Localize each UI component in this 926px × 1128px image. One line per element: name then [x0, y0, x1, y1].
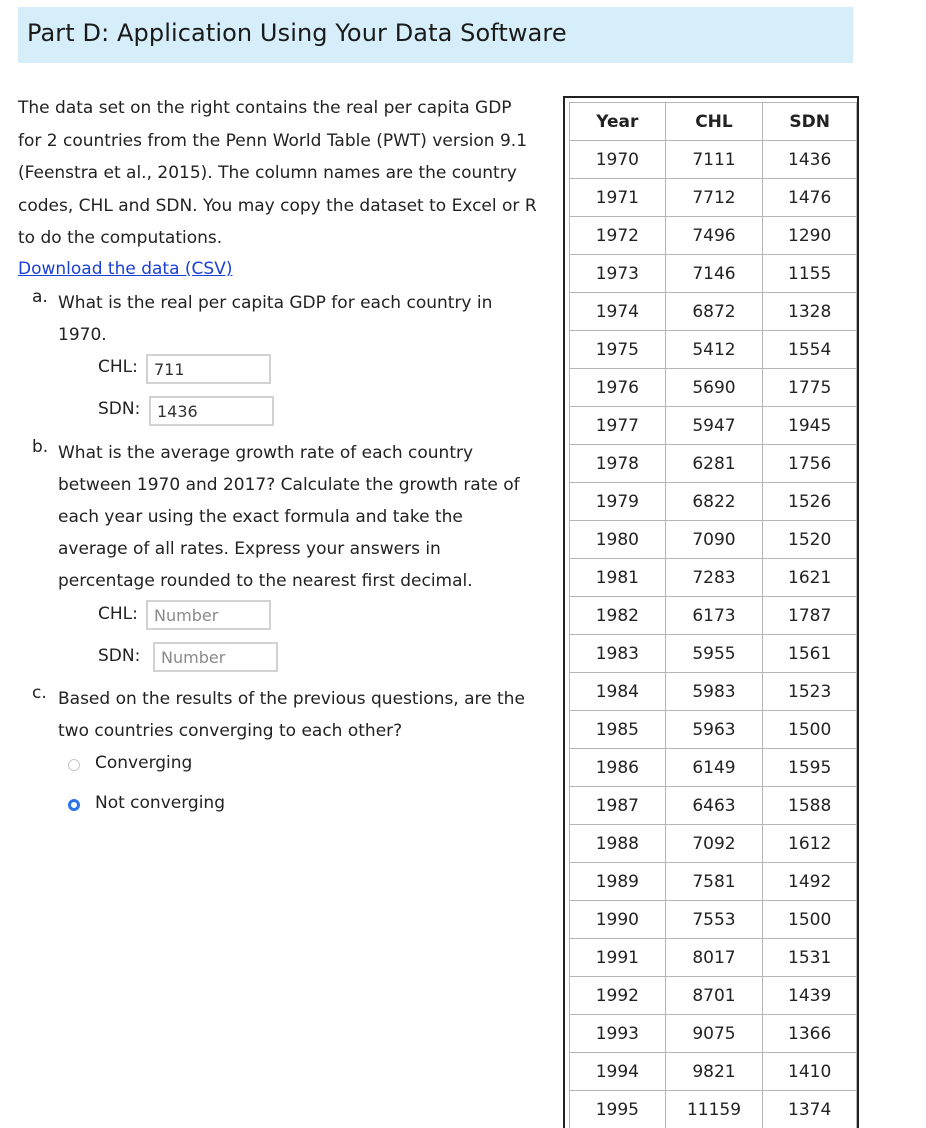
question-a-chl-input[interactable]: [146, 354, 271, 384]
sdn-cell: 1500: [763, 711, 857, 749]
chl-cell: 5690: [665, 369, 763, 407]
chl-cell: 6872: [665, 293, 763, 331]
question-b-sdn-input[interactable]: [153, 642, 278, 672]
sdn-cell: 1500: [763, 901, 857, 939]
year-cell: 1991: [570, 939, 666, 977]
table-row: [570, 369, 857, 407]
question-b-marker: b.: [32, 437, 49, 457]
sdn-cell: 1561: [763, 635, 857, 673]
chl-cell: 6463: [665, 787, 763, 825]
chl-cell: 5963: [665, 711, 763, 749]
chl-cell: 9075: [665, 1015, 763, 1053]
sdn-cell: 1621: [763, 559, 857, 597]
year-cell: 1988: [570, 825, 666, 863]
question-a-marker: a.: [32, 287, 48, 307]
table-row: [570, 1015, 857, 1053]
year-cell: 1990: [570, 901, 666, 939]
year-cell: 1994: [570, 1053, 666, 1091]
chl-cell: 8017: [665, 939, 763, 977]
table-row: [570, 939, 857, 977]
chl-cell: 7090: [665, 521, 763, 559]
sdn-cell: 1492: [763, 863, 857, 901]
sdn-cell: 1328: [763, 293, 857, 331]
sdn-cell: 1366: [763, 1015, 857, 1053]
sdn-cell: 1531: [763, 939, 857, 977]
table-row: [570, 255, 857, 293]
sdn-cell: 1775: [763, 369, 857, 407]
table-row: [570, 217, 857, 255]
sdn-cell: 1476: [763, 179, 857, 217]
table-row: [570, 711, 857, 749]
chl-cell: 7111: [665, 141, 763, 179]
year-cell: 1974: [570, 293, 666, 331]
data-table-container: [563, 96, 859, 1128]
chl-cell: 5412: [665, 331, 763, 369]
sdn-cell: 1787: [763, 597, 857, 635]
question-c-text: Based on the results of the previous questions, are the two countries converging to each other?: [58, 689, 525, 741]
sdn-cell: 1410: [763, 1053, 857, 1091]
chl-cell: 8701: [665, 977, 763, 1015]
chl-cell: 7283: [665, 559, 763, 597]
table-row: [570, 559, 857, 597]
question-a-chl-label: CHL:: [98, 357, 138, 377]
year-cell: 1975: [570, 331, 666, 369]
section-header: [18, 7, 853, 63]
sdn-cell: 1290: [763, 217, 857, 255]
column-header-chl: CHL: [665, 103, 763, 141]
table-row: [570, 863, 857, 901]
table-row: [570, 293, 857, 331]
chl-cell: 7553: [665, 901, 763, 939]
chl-cell: 11159: [665, 1091, 763, 1128]
question-a-text: What is the real per capita GDP for each country in 1970.: [58, 293, 493, 345]
sdn-cell: 1588: [763, 787, 857, 825]
chl-cell: 7581: [665, 863, 763, 901]
table-body: [570, 141, 857, 1128]
chl-cell: 5955: [665, 635, 763, 673]
year-cell: 1989: [570, 863, 666, 901]
table-row: [570, 445, 857, 483]
chl-cell: 9821: [665, 1053, 763, 1091]
chl-cell: 6822: [665, 483, 763, 521]
table-header-row: [570, 103, 857, 141]
sdn-cell: 1439: [763, 977, 857, 1015]
table-row: [570, 179, 857, 217]
table-row: [570, 901, 857, 939]
year-cell: 1983: [570, 635, 666, 673]
chl-cell: 7712: [665, 179, 763, 217]
table-row: [570, 635, 857, 673]
year-cell: 1981: [570, 559, 666, 597]
table-row: [570, 141, 857, 179]
table-row: [570, 331, 857, 369]
question-b-chl-label: CHL:: [98, 604, 138, 624]
year-cell: 1978: [570, 445, 666, 483]
sdn-cell: 1523: [763, 673, 857, 711]
sdn-cell: 1945: [763, 407, 857, 445]
question-b-text: What is the average growth rate of each country between 1970 and 2017? Calculate the growth rate of each year using the exact formula and take the average of all rates. Express your answers in percentage rounded to the nearest first decimal.: [58, 443, 520, 591]
not-converging-radio[interactable]: [68, 799, 80, 811]
sdn-cell: 1554: [763, 331, 857, 369]
chl-cell: 6281: [665, 445, 763, 483]
gdp-data-table: [569, 102, 857, 1128]
sdn-cell: 1155: [763, 255, 857, 293]
chl-cell: 5947: [665, 407, 763, 445]
table-row: [570, 749, 857, 787]
question-a-sdn-label: SDN:: [98, 399, 141, 419]
table-row: [570, 407, 857, 445]
sdn-cell: 1374: [763, 1091, 857, 1128]
chl-cell: 5983: [665, 673, 763, 711]
sdn-cell: 1595: [763, 749, 857, 787]
year-cell: 1972: [570, 217, 666, 255]
question-a-sdn-input[interactable]: [149, 396, 274, 426]
year-cell: 1992: [570, 977, 666, 1015]
question-b-sdn-label: SDN:: [98, 646, 141, 666]
year-cell: 1984: [570, 673, 666, 711]
question-b-chl-input[interactable]: [146, 600, 271, 630]
year-cell: 1982: [570, 597, 666, 635]
sdn-cell: 1520: [763, 521, 857, 559]
column-header-year: Year: [570, 103, 666, 141]
year-cell: 1986: [570, 749, 666, 787]
page-title: Part D: Application Using Your Data Software: [27, 19, 567, 47]
year-cell: 1977: [570, 407, 666, 445]
chl-cell: 6149: [665, 749, 763, 787]
sdn-cell: 1756: [763, 445, 857, 483]
sdn-cell: 1526: [763, 483, 857, 521]
column-header-sdn: SDN: [763, 103, 857, 141]
table-row: [570, 521, 857, 559]
year-cell: 1973: [570, 255, 666, 293]
year-cell: 1985: [570, 711, 666, 749]
year-cell: 1993: [570, 1015, 666, 1053]
sdn-cell: 1612: [763, 825, 857, 863]
table-row: [570, 483, 857, 521]
year-cell: 1979: [570, 483, 666, 521]
question-c-marker: c.: [32, 683, 47, 703]
year-cell: 1976: [570, 369, 666, 407]
intro-paragraph: The data set on the right contains the real per capita GDP for 2 countries from the Penn World Table (PWT) version 9.1 (Feenstra et al., 2015). The column names are the country codes, CHL and SDN. You may copy the dataset to Excel or R to do the computations.: [18, 98, 537, 248]
table-row: [570, 1053, 857, 1091]
year-cell: 1971: [570, 179, 666, 217]
chl-cell: 6173: [665, 597, 763, 635]
chl-cell: 7092: [665, 825, 763, 863]
table-row: [570, 825, 857, 863]
table-row: [570, 1091, 857, 1128]
table-row: [570, 977, 857, 1015]
year-cell: 1970: [570, 141, 666, 179]
year-cell: 1995: [570, 1091, 666, 1128]
table-row: [570, 673, 857, 711]
converging-radio[interactable]: [68, 759, 80, 771]
year-cell: 1980: [570, 521, 666, 559]
chl-cell: 7146: [665, 255, 763, 293]
chl-cell: 7496: [665, 217, 763, 255]
converging-label[interactable]: Converging: [95, 753, 193, 773]
not-converging-label[interactable]: Not converging: [95, 793, 225, 813]
sdn-cell: 1436: [763, 141, 857, 179]
table-row: [570, 597, 857, 635]
download-csv-link[interactable]: Download the data (CSV): [18, 259, 233, 279]
year-cell: 1987: [570, 787, 666, 825]
table-row: [570, 787, 857, 825]
